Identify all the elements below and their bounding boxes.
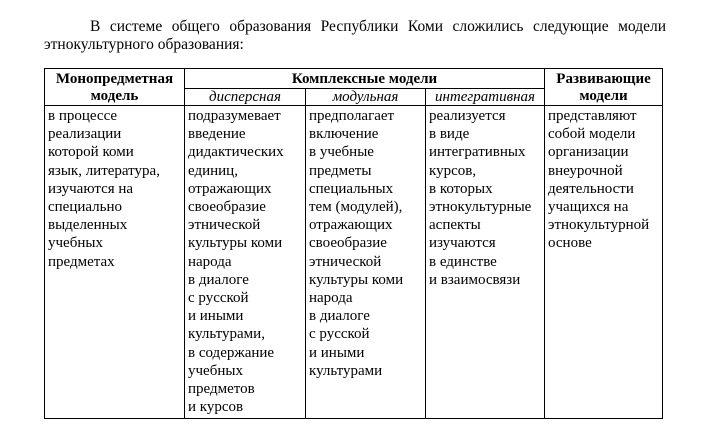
cell-line: народа (188, 253, 232, 270)
cell-integrative (426, 106, 545, 419)
cell-line: отражающих (309, 217, 393, 234)
cell-line: учебных (188, 362, 243, 379)
cell-line: в диалоге (188, 271, 249, 288)
cell-line: с русской (309, 326, 370, 343)
header-complex: Комплексные модели (185, 69, 545, 89)
cell-line: аспекты (429, 217, 481, 234)
cell-line: реализации (48, 126, 122, 143)
cell-line: тем (модулей), (309, 199, 403, 216)
cell-line: в процессе (48, 108, 118, 124)
cell-developing (545, 106, 663, 419)
cell-line: предметах (48, 253, 115, 270)
cell-line: подразумевает (188, 108, 281, 124)
cell-line: своеобразие (309, 235, 387, 252)
cell-line: этнокультурной (548, 217, 650, 234)
cell-line: своеобразие (188, 199, 266, 216)
subheader-dispersed: дисперсная (185, 89, 306, 106)
cell-line: выделенных (48, 217, 128, 234)
cell-line: единиц, (188, 162, 238, 179)
cell-line: курсов, (429, 162, 477, 179)
cell-line: в учебные (309, 144, 374, 161)
header-row (45, 69, 663, 89)
cell-line: учащихся на (548, 199, 629, 216)
cell-line: которой коми (48, 144, 134, 161)
cell-line: в содержание (188, 344, 275, 361)
cell-line: предметы (309, 162, 372, 179)
cell-line: в виде (429, 126, 470, 143)
cell-line: изучаются на (48, 180, 134, 197)
cell-dispersed (185, 106, 306, 419)
cell-line: в единстве (429, 253, 497, 270)
cell-line: собой модели (548, 126, 636, 143)
cell-line: основе (548, 235, 592, 252)
cell-line: народа (309, 290, 353, 307)
cell-line: специально (48, 199, 123, 216)
header-developing: Развивающие модели (545, 69, 663, 106)
subheader-integrative: интегративная (426, 89, 545, 106)
cell-line: включение (309, 126, 379, 143)
cell-line: интегративных (429, 144, 526, 161)
cell-line: введение (188, 126, 246, 143)
cell-mono (45, 106, 185, 419)
cell-line: внеурочной (548, 162, 623, 179)
cell-line: представляют (548, 108, 637, 124)
cell-line: отражающих (188, 180, 272, 197)
cell-line: и курсов (188, 399, 244, 416)
cell-line: организации (548, 144, 629, 161)
cell-modular (306, 106, 426, 419)
cell-line: деятельности (548, 180, 634, 197)
cell-line: и иными (188, 308, 244, 325)
table-row (45, 106, 663, 419)
intro-paragraph: В системе общего образования Республики Коми сложились следующие модели этнокультурного образования: (44, 18, 666, 53)
cell-line: реализуется (429, 108, 506, 124)
cell-line: предметов (188, 381, 255, 398)
cell-line: этнокультурные (429, 199, 532, 216)
cell-line: с русской (188, 290, 249, 307)
cell-line: изучаются (429, 235, 496, 252)
cell-line: и взаимосвязи (429, 271, 521, 288)
cell-line: культурами (309, 362, 383, 379)
subheader-modular: модульная (306, 89, 426, 106)
cell-line: культуры коми (188, 235, 283, 252)
cell-line: учебных (48, 235, 103, 252)
cell-line: этнической (309, 253, 382, 270)
cell-line: язык, литература, (48, 162, 160, 179)
cell-line: специальных (309, 180, 394, 197)
cell-line: предполагает (309, 108, 395, 124)
cell-line: в диалоге (309, 308, 370, 325)
header-mono: Монопредметная модель (45, 69, 185, 106)
cell-line: культуры коми (309, 271, 404, 288)
cell-line: дидактических (188, 144, 284, 161)
models-table (44, 68, 663, 419)
cell-line: и иными (309, 344, 365, 361)
cell-line: в которых (429, 180, 493, 197)
cell-line: этнической (188, 217, 261, 234)
cell-line: культурами, (188, 326, 265, 343)
